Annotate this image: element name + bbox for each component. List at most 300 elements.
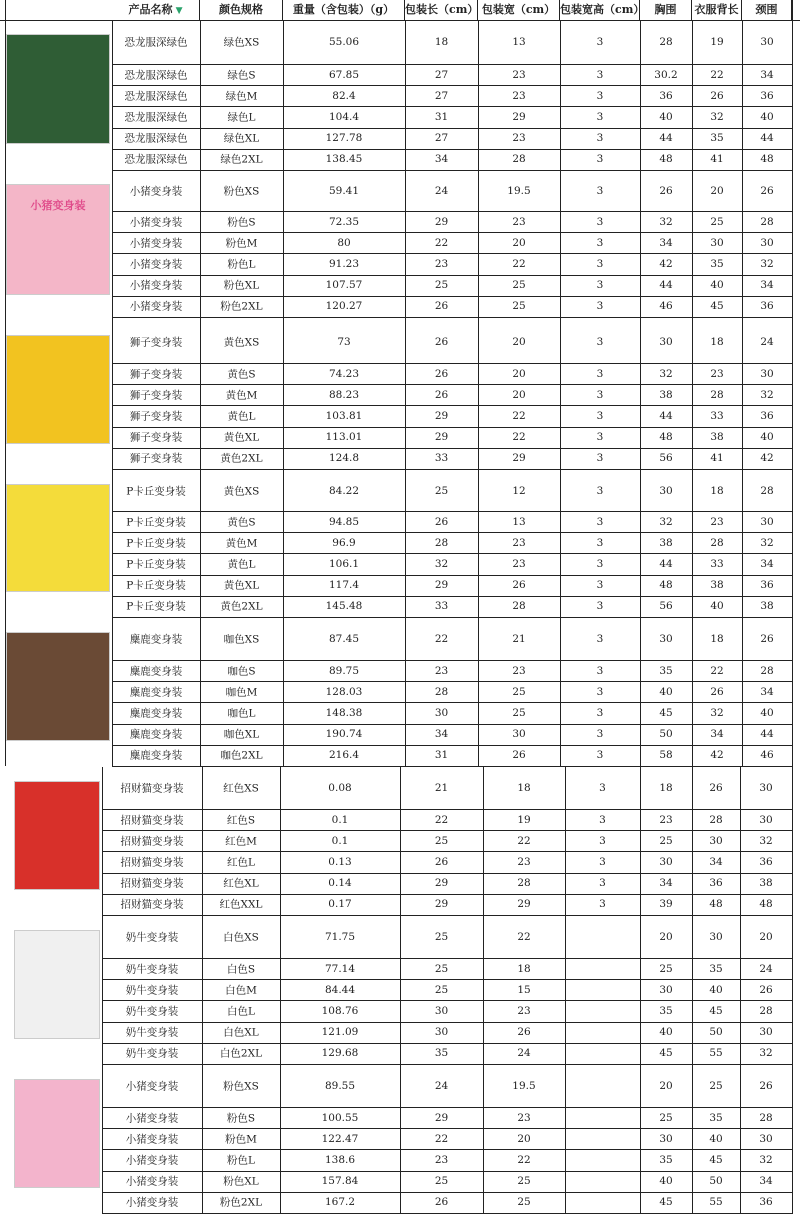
weight-cell[interactable]: 122.47 xyxy=(321,1132,359,1145)
neck-cell[interactable]: 36 xyxy=(759,1196,773,1209)
package-length-cell[interactable]: 18 xyxy=(434,36,449,48)
package-length-cell[interactable]: 22 xyxy=(434,633,449,645)
back-length-cell[interactable]: 33 xyxy=(710,410,724,422)
neck-cell[interactable]: 40 xyxy=(760,431,774,444)
weight-cell[interactable]: 107.57 xyxy=(325,279,363,292)
weight-cell[interactable]: 0.17 xyxy=(328,898,352,911)
back-length-cell[interactable]: 50 xyxy=(709,1026,723,1039)
package-length-cell[interactable]: 21 xyxy=(434,782,449,794)
package-width-cell[interactable]: 25 xyxy=(512,707,526,719)
neck-cell[interactable]: 34 xyxy=(760,279,774,292)
package-length-cell[interactable]: 29 xyxy=(434,877,449,890)
package-height-cell[interactable]: 3 xyxy=(596,749,604,762)
package-height-cell[interactable]: 3 xyxy=(596,300,604,313)
back-length-cell[interactable]: 20 xyxy=(710,184,724,197)
column-header[interactable] xyxy=(283,0,405,20)
package-height-cell[interactable]: 3 xyxy=(596,279,604,292)
back-length-cell[interactable]: 48 xyxy=(709,898,723,911)
package-width-cell[interactable]: 23 xyxy=(512,664,526,677)
package-height-cell[interactable]: 3 xyxy=(596,685,604,698)
back-length-cell[interactable]: 45 xyxy=(710,300,724,313)
weight-cell[interactable]: 72.35 xyxy=(328,215,360,228)
package-height-cell[interactable]: 3 xyxy=(596,600,604,613)
product-name-cell[interactable]: 奶牛变身装 xyxy=(125,1047,179,1060)
neck-cell[interactable]: 28 xyxy=(759,1005,773,1017)
neck-cell[interactable]: 42 xyxy=(760,452,774,465)
weight-cell[interactable]: 84.22 xyxy=(328,484,360,497)
package-height-cell[interactable]: 3 xyxy=(596,536,604,549)
neck-cell[interactable]: 30 xyxy=(759,782,773,794)
package-length-cell[interactable]: 35 xyxy=(434,1047,449,1060)
package-height-cell[interactable]: 3 xyxy=(596,36,604,48)
package-width-cell[interactable]: 28 xyxy=(512,153,526,166)
chest-cell[interactable]: 45 xyxy=(659,707,673,719)
package-height-cell[interactable]: 3 xyxy=(599,813,606,826)
package-height-cell[interactable]: 3 xyxy=(596,336,604,348)
weight-cell[interactable]: 104.4 xyxy=(328,111,360,123)
back-length-cell[interactable]: 30 xyxy=(709,834,723,847)
back-length-cell[interactable]: 33 xyxy=(710,558,724,570)
product-name-cell[interactable]: 奶牛变身装 xyxy=(125,984,179,997)
package-length-cell[interactable]: 29 xyxy=(434,410,449,422)
package-width-cell[interactable]: 28 xyxy=(512,600,526,613)
column-header[interactable] xyxy=(560,0,645,20)
back-length-cell[interactable]: 18 xyxy=(710,484,724,497)
neck-cell[interactable]: 34 xyxy=(760,685,774,698)
chest-cell[interactable]: 48 xyxy=(659,153,673,166)
color-size-cell[interactable]: 白色L xyxy=(227,1005,255,1018)
back-length-cell[interactable]: 32 xyxy=(710,707,724,719)
neck-cell[interactable]: 38 xyxy=(760,600,774,613)
product-name-cell[interactable]: 狮子变身装 xyxy=(129,336,183,349)
chest-cell[interactable]: 45 xyxy=(659,1047,673,1060)
package-height-cell[interactable]: 3 xyxy=(596,633,604,645)
weight-cell[interactable]: 96.9 xyxy=(332,536,356,549)
color-size-cell[interactable]: 粉色XS xyxy=(223,1080,259,1093)
weight-cell[interactable]: 71.75 xyxy=(324,931,356,943)
chest-cell[interactable]: 56 xyxy=(659,452,673,465)
product-name-cell[interactable]: 麋鹿变身装 xyxy=(129,665,183,678)
neck-cell[interactable]: 36 xyxy=(760,579,774,592)
product-name-cell[interactable]: 小猪变身装 xyxy=(129,216,183,229)
package-width-cell[interactable]: 23 xyxy=(517,1111,531,1124)
neck-cell[interactable]: 28 xyxy=(760,215,774,228)
package-height-cell[interactable]: 3 xyxy=(596,367,604,380)
neck-cell[interactable]: 32 xyxy=(759,834,773,847)
package-length-cell[interactable]: 25 xyxy=(434,962,449,975)
package-width-cell[interactable]: 18 xyxy=(517,962,531,975)
back-length-cell[interactable]: 32 xyxy=(710,111,724,123)
color-size-cell[interactable]: 粉色L xyxy=(227,258,256,271)
product-name-cell[interactable]: 奶牛变身装 xyxy=(125,931,179,944)
chest-cell[interactable]: 50 xyxy=(659,728,673,741)
weight-cell[interactable]: 100.55 xyxy=(321,1111,359,1124)
package-width-cell[interactable]: 20 xyxy=(512,236,526,249)
package-width-cell[interactable]: 20 xyxy=(512,367,526,380)
column-header[interactable] xyxy=(200,0,283,20)
weight-cell[interactable]: 148.38 xyxy=(325,707,363,719)
column-header[interactable] xyxy=(112,0,200,20)
color-size-cell[interactable]: 黄色S xyxy=(227,516,256,529)
chest-cell[interactable]: 39 xyxy=(659,898,673,911)
product-name-cell[interactable]: 恐龙服深绿色 xyxy=(124,90,188,103)
neck-cell[interactable]: 30 xyxy=(759,813,773,826)
color-size-cell[interactable]: 白色S xyxy=(226,963,256,976)
column-header[interactable] xyxy=(478,0,560,20)
weight-cell[interactable]: 103.81 xyxy=(325,410,363,422)
color-size-cell[interactable]: 绿色L xyxy=(227,111,256,124)
package-length-cell[interactable]: 33 xyxy=(434,600,449,613)
product-name-cell[interactable]: 小猪变身装 xyxy=(125,1112,179,1125)
back-length-cell[interactable]: 22 xyxy=(710,664,724,677)
color-size-cell[interactable]: 粉色XL xyxy=(223,1175,259,1188)
back-length-cell[interactable]: 41 xyxy=(710,153,724,166)
package-width-cell[interactable]: 29 xyxy=(517,898,531,911)
product-name-cell[interactable]: 小猪变身装 xyxy=(129,300,183,313)
product-name-cell[interactable]: 小猪变身装 xyxy=(125,1196,179,1209)
package-length-cell[interactable]: 31 xyxy=(434,111,449,123)
package-length-cell[interactable]: 23 xyxy=(434,664,449,677)
package-length-cell[interactable]: 25 xyxy=(434,834,449,847)
package-length-cell[interactable]: 26 xyxy=(434,388,449,401)
weight-cell[interactable]: 145.48 xyxy=(325,600,363,613)
color-size-cell[interactable]: 黄色L xyxy=(227,558,256,571)
package-width-cell[interactable]: 23 xyxy=(517,1005,531,1017)
weight-cell[interactable]: 74.23 xyxy=(328,367,360,380)
chest-cell[interactable]: 40 xyxy=(659,685,673,698)
package-width-cell[interactable]: 13 xyxy=(512,515,526,528)
package-length-cell[interactable]: 25 xyxy=(434,279,449,292)
back-length-cell[interactable]: 23 xyxy=(710,367,724,380)
package-length-cell[interactable]: 31 xyxy=(434,749,449,762)
product-name-cell[interactable]: 小猪变身装 xyxy=(125,1080,179,1093)
neck-cell[interactable]: 24 xyxy=(759,962,773,975)
neck-cell[interactable]: 48 xyxy=(759,898,773,911)
color-size-cell[interactable]: 红色XXL xyxy=(219,898,263,911)
chest-cell[interactable]: 20 xyxy=(659,931,673,943)
package-width-cell[interactable]: 29 xyxy=(512,111,526,123)
weight-cell[interactable]: 216.4 xyxy=(328,749,360,762)
package-length-cell[interactable]: 27 xyxy=(434,68,449,81)
color-size-cell[interactable]: 黄色S xyxy=(227,368,256,381)
product-name-cell[interactable]: 招财猫变身装 xyxy=(120,782,184,795)
neck-cell[interactable]: 30 xyxy=(759,1132,773,1145)
chest-cell[interactable]: 48 xyxy=(659,431,673,444)
weight-cell[interactable]: 138.45 xyxy=(325,153,363,166)
back-length-cell[interactable]: 25 xyxy=(709,1080,723,1092)
neck-cell[interactable]: 36 xyxy=(760,410,774,422)
package-length-cell[interactable]: 29 xyxy=(434,898,449,911)
back-length-cell[interactable]: 35 xyxy=(709,1111,723,1124)
back-length-cell[interactable]: 34 xyxy=(710,728,724,741)
product-name-cell[interactable]: 小猪变身装 xyxy=(125,1133,179,1146)
chest-cell[interactable]: 44 xyxy=(659,558,673,570)
weight-cell[interactable]: 127.78 xyxy=(325,132,363,145)
package-height-cell[interactable]: 3 xyxy=(599,782,606,794)
weight-cell[interactable]: 157.84 xyxy=(321,1175,359,1188)
neck-cell[interactable]: 44 xyxy=(760,132,774,145)
color-size-cell[interactable]: 绿色2XL xyxy=(220,153,263,166)
package-width-cell[interactable]: 26 xyxy=(517,1026,531,1039)
product-name-cell[interactable]: 恐龙服深绿色 xyxy=(124,132,188,145)
package-height-cell[interactable]: 3 xyxy=(599,877,606,890)
weight-cell[interactable]: 128.03 xyxy=(325,685,363,698)
chest-cell[interactable]: 25 xyxy=(659,1111,673,1124)
back-length-cell[interactable]: 28 xyxy=(710,388,724,401)
product-name-cell[interactable]: 麋鹿变身装 xyxy=(129,707,183,720)
neck-cell[interactable]: 32 xyxy=(760,258,774,270)
package-width-cell[interactable]: 25 xyxy=(512,685,526,698)
package-width-cell[interactable]: 21 xyxy=(512,633,526,645)
weight-cell[interactable]: 124.8 xyxy=(328,452,360,465)
package-height-cell[interactable]: 3 xyxy=(596,215,604,228)
package-length-cell[interactable]: 30 xyxy=(434,1026,449,1039)
weight-cell[interactable]: 59.41 xyxy=(328,184,360,197)
package-width-cell[interactable]: 23 xyxy=(512,89,526,102)
package-width-cell[interactable]: 30 xyxy=(512,728,526,741)
color-size-cell[interactable]: 绿色XS xyxy=(223,36,260,49)
product-name-cell[interactable]: 小猪变身装 xyxy=(125,1154,179,1167)
chest-cell[interactable]: 44 xyxy=(659,279,673,292)
package-height-cell[interactable]: 3 xyxy=(599,898,606,911)
neck-cell[interactable]: 30 xyxy=(760,367,774,380)
neck-cell[interactable]: 20 xyxy=(759,931,773,943)
package-height-cell[interactable]: 3 xyxy=(596,184,604,197)
weight-cell[interactable]: 77.14 xyxy=(324,962,356,975)
package-width-cell[interactable]: 20 xyxy=(517,1132,531,1145)
package-width-cell[interactable]: 18 xyxy=(517,782,531,794)
back-length-cell[interactable]: 26 xyxy=(709,782,723,794)
package-width-cell[interactable]: 22 xyxy=(512,410,526,422)
product-name-cell[interactable]: 恐龙服深绿色 xyxy=(124,69,188,82)
package-height-cell[interactable]: 3 xyxy=(599,856,606,868)
back-length-cell[interactable]: 40 xyxy=(709,1132,723,1145)
weight-cell[interactable]: 0.1 xyxy=(331,834,349,847)
neck-cell[interactable]: 34 xyxy=(759,1175,773,1188)
neck-cell[interactable]: 28 xyxy=(760,484,774,497)
package-height-cell[interactable]: 3 xyxy=(596,132,604,145)
chest-cell[interactable]: 32 xyxy=(659,367,673,380)
neck-cell[interactable]: 30 xyxy=(760,515,774,528)
package-height-cell[interactable]: 3 xyxy=(596,707,604,719)
package-length-cell[interactable]: 30 xyxy=(434,707,449,719)
chest-cell[interactable]: 35 xyxy=(659,664,673,677)
neck-cell[interactable]: 36 xyxy=(759,856,773,868)
color-size-cell[interactable]: 黄色XL xyxy=(223,431,260,444)
package-length-cell[interactable]: 29 xyxy=(434,1111,449,1124)
weight-cell[interactable]: 120.27 xyxy=(325,300,363,313)
back-length-cell[interactable]: 28 xyxy=(710,536,724,549)
neck-cell[interactable]: 34 xyxy=(760,68,774,81)
chest-cell[interactable]: 25 xyxy=(659,962,673,975)
package-height-cell[interactable]: 3 xyxy=(596,728,604,741)
back-length-cell[interactable]: 35 xyxy=(710,258,724,270)
product-name-cell[interactable]: 恐龙服深绿色 xyxy=(124,36,188,49)
color-size-cell[interactable]: 粉色M xyxy=(225,237,258,250)
chest-cell[interactable]: 28 xyxy=(659,36,673,48)
product-name-cell[interactable]: 恐龙服深绿色 xyxy=(124,111,188,124)
product-name-cell[interactable]: 麋鹿变身装 xyxy=(129,633,183,646)
back-length-cell[interactable]: 40 xyxy=(710,279,724,292)
weight-cell[interactable]: 55.06 xyxy=(328,36,360,48)
package-width-cell[interactable]: 23 xyxy=(512,68,526,81)
color-size-cell[interactable]: 粉色XS xyxy=(223,185,260,197)
neck-cell[interactable]: 26 xyxy=(759,1080,773,1092)
chest-cell[interactable]: 34 xyxy=(659,236,673,249)
package-height-cell[interactable]: 3 xyxy=(596,579,604,592)
chest-cell[interactable]: 18 xyxy=(659,782,673,794)
back-length-cell[interactable]: 45 xyxy=(709,1005,723,1017)
color-size-cell[interactable]: 黄色2XL xyxy=(220,600,263,613)
color-size-cell[interactable]: 白色XS xyxy=(223,931,259,944)
color-size-cell[interactable]: 绿色XL xyxy=(223,132,260,145)
package-width-cell[interactable]: 25 xyxy=(512,279,526,292)
package-width-cell[interactable]: 15 xyxy=(517,983,531,996)
package-length-cell[interactable]: 27 xyxy=(434,132,449,145)
back-length-cell[interactable]: 41 xyxy=(710,452,724,465)
package-length-cell[interactable]: 29 xyxy=(434,431,449,444)
product-name-cell[interactable]: 小猪变身装 xyxy=(129,185,183,197)
back-length-cell[interactable]: 38 xyxy=(710,579,724,592)
color-size-cell[interactable]: 粉色L xyxy=(227,1154,255,1167)
color-size-cell[interactable]: 红色L xyxy=(227,856,255,869)
chest-cell[interactable]: 30 xyxy=(659,633,673,645)
package-width-cell[interactable]: 22 xyxy=(512,431,526,444)
chest-cell[interactable]: 30 xyxy=(659,1132,673,1145)
neck-cell[interactable]: 48 xyxy=(760,153,774,166)
weight-cell[interactable]: 106.1 xyxy=(328,558,360,570)
neck-cell[interactable]: 32 xyxy=(760,388,774,401)
product-name-cell[interactable]: 小猪变身装 xyxy=(129,258,183,271)
product-name-cell[interactable]: P卡丘变身装 xyxy=(126,600,186,613)
back-length-cell[interactable]: 40 xyxy=(709,983,723,996)
funnel-filter-icon[interactable]: ▼ xyxy=(172,6,183,16)
package-width-cell[interactable]: 19.5 xyxy=(512,1080,536,1092)
color-size-cell[interactable]: 红色XS xyxy=(223,782,259,795)
weight-cell[interactable]: 89.75 xyxy=(328,664,360,677)
package-width-cell[interactable]: 12 xyxy=(512,484,526,497)
neck-cell[interactable]: 28 xyxy=(759,1111,773,1124)
back-length-cell[interactable]: 30 xyxy=(710,236,724,249)
package-length-cell[interactable]: 22 xyxy=(434,1132,449,1145)
back-length-cell[interactable]: 18 xyxy=(710,633,724,645)
package-width-cell[interactable]: 23 xyxy=(512,215,526,228)
product-name-cell[interactable]: 招财猫变身装 xyxy=(120,856,184,869)
color-size-cell[interactable]: 黄色XS xyxy=(223,336,260,349)
chest-cell[interactable]: 20 xyxy=(659,1080,673,1092)
back-length-cell[interactable]: 18 xyxy=(710,336,724,348)
color-size-cell[interactable]: 红色XL xyxy=(223,877,259,890)
product-name-cell[interactable]: 奶牛变身装 xyxy=(125,963,179,976)
package-length-cell[interactable]: 25 xyxy=(434,1175,449,1188)
product-name-cell[interactable]: P卡丘变身装 xyxy=(126,558,186,571)
neck-cell[interactable]: 30 xyxy=(760,36,774,48)
package-width-cell[interactable]: 24 xyxy=(517,1047,531,1060)
chest-cell[interactable]: 40 xyxy=(659,1175,673,1188)
back-length-cell[interactable]: 36 xyxy=(709,877,723,890)
chest-cell[interactable]: 44 xyxy=(659,410,673,422)
package-length-cell[interactable]: 26 xyxy=(434,856,449,868)
back-length-cell[interactable]: 35 xyxy=(709,962,723,975)
package-width-cell[interactable]: 25 xyxy=(517,1196,531,1209)
weight-cell[interactable]: 0.08 xyxy=(328,782,352,794)
package-height-cell[interactable]: 3 xyxy=(596,153,604,166)
weight-cell[interactable]: 94.85 xyxy=(328,515,360,528)
chest-cell[interactable]: 34 xyxy=(659,877,673,890)
package-length-cell[interactable]: 26 xyxy=(434,1196,449,1209)
weight-cell[interactable]: 88.23 xyxy=(328,388,360,401)
product-name-cell[interactable]: 小猪变身装 xyxy=(129,279,183,292)
package-length-cell[interactable]: 25 xyxy=(434,931,449,943)
back-length-cell[interactable]: 22 xyxy=(710,68,724,81)
product-name-cell[interactable]: 麋鹿变身装 xyxy=(129,728,183,741)
color-size-cell[interactable]: 粉色XL xyxy=(223,279,260,292)
package-width-cell[interactable]: 22 xyxy=(517,834,531,847)
package-width-cell[interactable]: 23 xyxy=(512,132,526,145)
package-length-cell[interactable]: 26 xyxy=(434,300,449,313)
weight-cell[interactable]: 73 xyxy=(337,336,351,348)
chest-cell[interactable]: 32 xyxy=(659,215,673,228)
package-length-cell[interactable]: 23 xyxy=(434,258,449,270)
back-length-cell[interactable]: 30 xyxy=(709,931,723,943)
package-height-cell[interactable]: 3 xyxy=(596,258,604,270)
weight-cell[interactable]: 108.76 xyxy=(321,1005,359,1017)
color-size-cell[interactable]: 咖色M xyxy=(225,686,258,699)
color-size-cell[interactable]: 咖色S xyxy=(227,665,256,678)
product-name-cell[interactable]: 招财猫变身装 xyxy=(120,814,184,827)
back-length-cell[interactable]: 28 xyxy=(709,813,723,826)
neck-cell[interactable]: 26 xyxy=(759,983,773,996)
product-name-cell[interactable]: 恐龙服深绿色 xyxy=(124,153,188,166)
chest-cell[interactable]: 45 xyxy=(659,1196,673,1209)
package-height-cell[interactable]: 3 xyxy=(596,431,604,444)
package-length-cell[interactable]: 24 xyxy=(434,184,449,197)
package-length-cell[interactable]: 24 xyxy=(434,1080,449,1092)
package-height-cell[interactable]: 3 xyxy=(596,515,604,528)
color-size-cell[interactable]: 红色M xyxy=(225,835,257,848)
package-length-cell[interactable]: 26 xyxy=(434,367,449,380)
back-length-cell[interactable]: 26 xyxy=(710,89,724,102)
chest-cell[interactable]: 40 xyxy=(659,111,673,123)
color-size-cell[interactable]: 黄色L xyxy=(227,410,256,423)
weight-cell[interactable]: 0.13 xyxy=(328,856,352,868)
product-name-cell[interactable]: 狮子变身装 xyxy=(129,389,183,402)
package-length-cell[interactable]: 28 xyxy=(434,685,449,698)
package-length-cell[interactable]: 29 xyxy=(434,579,449,592)
package-height-cell[interactable]: 3 xyxy=(596,388,604,401)
back-length-cell[interactable]: 34 xyxy=(709,856,723,868)
package-width-cell[interactable]: 25 xyxy=(512,300,526,313)
neck-cell[interactable]: 26 xyxy=(760,633,774,645)
package-width-cell[interactable]: 26 xyxy=(512,579,526,592)
product-name-cell[interactable]: 麋鹿变身装 xyxy=(129,749,183,762)
package-length-cell[interactable]: 25 xyxy=(434,484,449,497)
weight-cell[interactable]: 129.68 xyxy=(321,1047,359,1060)
package-width-cell[interactable]: 25 xyxy=(517,1175,531,1188)
chest-cell[interactable]: 26 xyxy=(659,184,673,197)
color-size-cell[interactable]: 绿色S xyxy=(227,69,256,82)
package-length-cell[interactable]: 22 xyxy=(434,236,449,249)
product-name-cell[interactable]: P卡丘变身装 xyxy=(126,516,186,529)
neck-cell[interactable]: 38 xyxy=(759,877,773,890)
neck-cell[interactable]: 30 xyxy=(760,236,774,249)
package-width-cell[interactable]: 29 xyxy=(512,452,526,465)
product-name-cell[interactable]: 狮子变身装 xyxy=(129,452,183,465)
color-size-cell[interactable]: 黄色M xyxy=(225,537,258,550)
package-height-cell[interactable]: 3 xyxy=(596,68,604,81)
chest-cell[interactable]: 36 xyxy=(659,89,673,102)
product-name-cell[interactable]: 小猪变身装 xyxy=(125,1175,179,1188)
